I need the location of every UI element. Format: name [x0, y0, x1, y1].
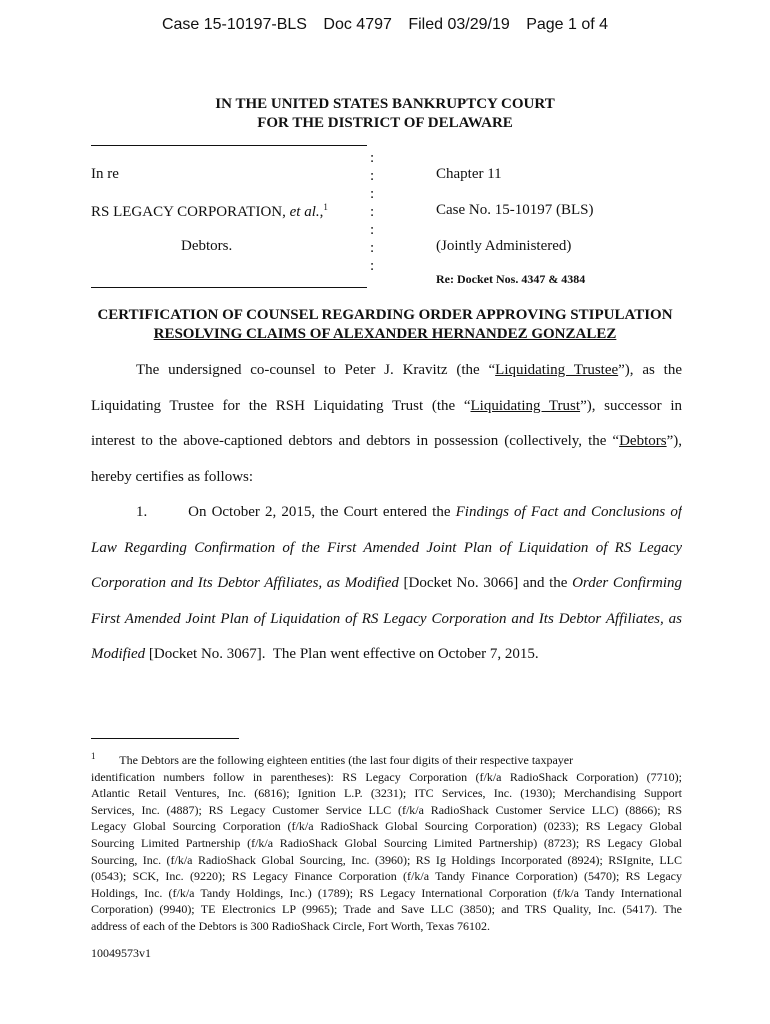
- filing-header: [0, 16, 770, 34]
- defined-term: Liquidating Trustee: [495, 362, 619, 378]
- document-title: [80, 306, 690, 344]
- caption-bottom-rule: [91, 287, 367, 288]
- debtors-label: Debtors.: [181, 238, 233, 254]
- footnote-reference: 1: [323, 202, 328, 212]
- defined-term: Debtors: [619, 433, 667, 449]
- title-line-2: RESOLVING CLAIMS OF ALEXANDER HERNANDEZ GONZALEZ: [153, 326, 617, 342]
- footnote-line: Sourcing Limited Partnership (f/k/a RadioShack Global Sourcing Limited Partnership) (8723); RS Legacy Global: [91, 835, 682, 850]
- page-indicator: Page 1 of 4: [526, 16, 609, 33]
- paragraph-line: hereby certifies as follows:: [91, 468, 254, 485]
- caption-colon: :: [370, 204, 375, 220]
- footnote-line: (0543); SCK, Inc. (9220); RS Legacy Finance Corporation (f/k/a Tandy Finance Corporation) (5470); RS Legacy: [91, 869, 682, 884]
- caption-colon: :: [370, 186, 375, 202]
- caption-colon: :: [370, 222, 375, 238]
- paragraph-line: interest to the above-captioned debtors and debtors in possession (collectively, the “Debtors”),: [91, 433, 682, 449]
- paragraph-line: The undersigned co-counsel to Peter J. Kravitz (the “Liquidating Trustee”), as the: [136, 362, 682, 378]
- paragraph-line: 1. On October 2, 2015, the Court entered the Findings of Fact and Conclusions of: [136, 504, 682, 520]
- case-no-label: Case No. 15-10197 (BLS): [436, 202, 594, 218]
- defined-term: Liquidating Trust: [470, 397, 581, 414]
- caption-colon: :: [370, 168, 375, 184]
- footnote-marker: 1: [91, 751, 96, 761]
- caption-colon: :: [370, 240, 375, 256]
- paragraph-line: First Amended Joint Plan of Liquidation of RS Legacy Corporation and Its Debtor Affiliates, as: [91, 610, 682, 627]
- court-line-1: IN THE UNITED STATES BANKRUPTCY COURT: [215, 96, 555, 112]
- doc-number: Doc 4797: [323, 16, 392, 33]
- filed-date: Filed 03/29/19: [408, 16, 510, 33]
- caption-top-rule: [91, 145, 367, 146]
- footnote-line: Corporation) (9940); TE Electronics LP (9965); Trade and Save LLC (3850); and TRS Quality, Inc. (5417). The: [91, 902, 682, 917]
- intro-paragraph: [91, 361, 682, 503]
- footnote: [91, 748, 682, 935]
- paragraph-line: Modified [Docket No. 3067]. The Plan went effective on October 7, 2015.: [91, 646, 539, 662]
- paragraph-line: Liquidating Trustee for the RSH Liquidating Trust (the “Liquidating Trust”), successor in: [91, 397, 682, 414]
- footnote-separator: [91, 738, 239, 739]
- title-line-1: CERTIFICATION OF COUNSEL REGARDING ORDER APPROVING STIPULATION: [97, 307, 673, 323]
- footnote-line: Holdings, Inc. (f/k/a Tandy Holdings, Inc.) (1789); RS Legacy International Corporation (f/k/a Tandy International: [91, 885, 682, 900]
- jointly-administered-label: (Jointly Administered): [436, 238, 572, 254]
- court-name: [0, 95, 770, 133]
- docket-reference: Re: Docket Nos. 4347 & 4384: [436, 272, 586, 286]
- paragraph-line: Law Regarding Confirmation of the First Amended Joint Plan of Liquidation of RS Legacy: [91, 539, 682, 556]
- document-id: 10049573v1: [91, 946, 151, 960]
- footnote-line: Sourcing, Inc. (f/k/a RadioShack Global Sourcing, Inc. (3960); RS Ig Holdings Incorporated (8924); RSIgnite, LLC: [91, 852, 682, 867]
- footnote-line: Services, Inc. (4887); RS Legacy Customer Service LLC (f/k/a RadioShack Customer Service LLC) (8866); RS: [91, 802, 682, 817]
- numbered-paragraph-1: [91, 503, 682, 681]
- paragraph-line: Corporation and Its Debtor Affiliates, as Modified [Docket No. 3066] and the Order Confirming: [91, 575, 682, 591]
- in-re-label: In re: [91, 166, 119, 182]
- footnote-line: address of each of the Debtors is 300 RadioShack Circle, Fort Worth, Texas 76102.: [91, 918, 491, 933]
- debtor-name: RS LEGACY CORPORATION, et al.,$^1$: [91, 202, 328, 220]
- footnote-line: identification numbers follow in parentheses): RS Legacy Corporation (f/k/a RadioShack Corporation) (7710);: [91, 769, 682, 784]
- chapter-label: Chapter 11: [436, 166, 502, 182]
- case-number: Case 15-10197-BLS: [161, 16, 307, 33]
- caption-colon: :: [370, 258, 375, 274]
- caption-colon: :: [370, 150, 375, 166]
- footnote-line: Atlantic Retail Ventures, Inc. (6816); Ignition L.P. (3231); ITC Services, Inc. (1930); Merchandising Support: [91, 786, 682, 801]
- footnote-line: $^1$ The Debtors are the following eighteen entities (the last four digits of their respective taxpayer: [91, 751, 574, 767]
- court-line-2: FOR THE DISTRICT OF DELAWARE: [257, 115, 513, 131]
- footnote-line: Legacy Global Sourcing Corporation (f/k/a RadioShack Global Sourcing Corporation) (0233); RS Legacy Global: [91, 819, 682, 834]
